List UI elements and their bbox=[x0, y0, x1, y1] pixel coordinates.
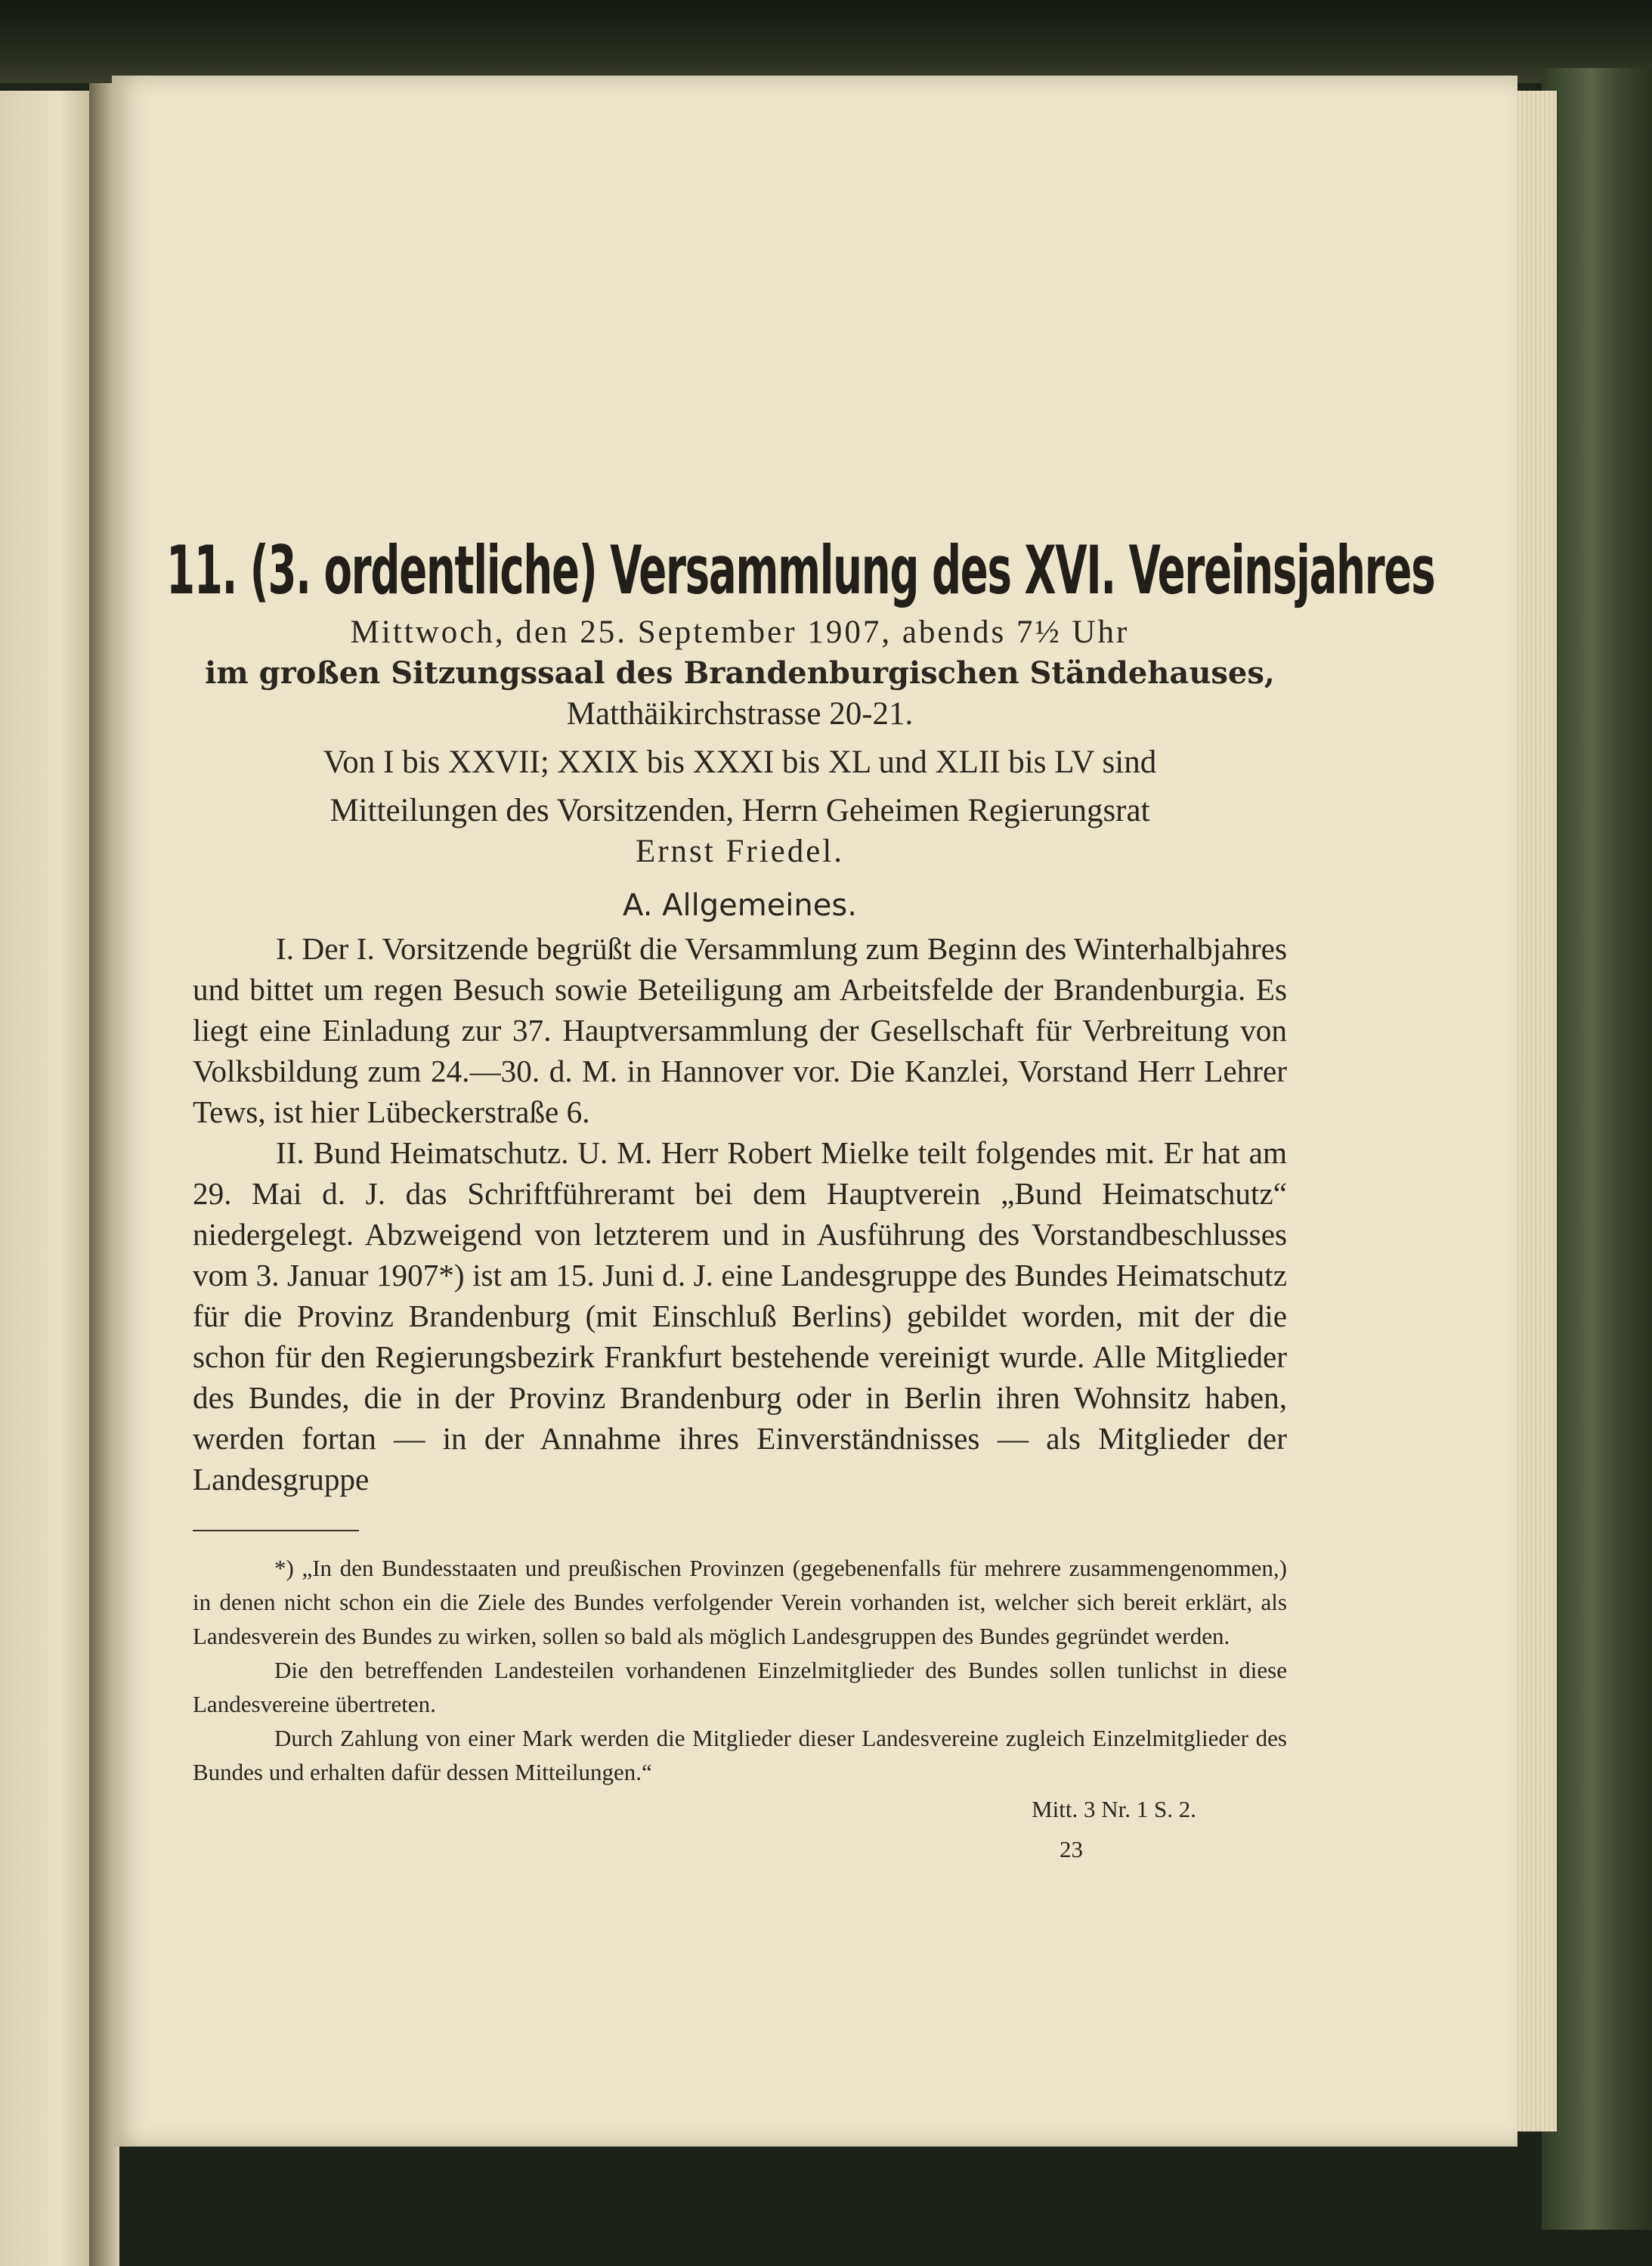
footnote-3: Durch Zahlung von einer Mark werden die Mitglieder dieser Landesvereine zugleich Einzelmitglieder des Bundes und erhalten dafür dessen Mitteilungen.“ bbox=[193, 1725, 1287, 1785]
section-title: A. Allgemeines. bbox=[623, 888, 857, 923]
signature-mark: 23 bbox=[1060, 1836, 1083, 1862]
book-cover-edge bbox=[1542, 68, 1652, 2230]
agenda-line-2: Mitteilungen des Vorsitzenden, Herrn Geheimen Regierungsrat bbox=[329, 793, 1150, 828]
date-line: Mittwoch, den 25. September 1907, abends 7½ Uhr bbox=[350, 614, 1130, 650]
agenda-line-1: Von I bis XXVII; XXIX bis XXXI bis XL und XLII bis LV sind bbox=[323, 744, 1157, 780]
page-content bbox=[166, 529, 1435, 1866]
meeting-headline: 11. (3. ordentliche) Versammlung des XVI. Vereinsjahres bbox=[166, 531, 1435, 609]
footnote-1: *) „In den Bundesstaaten und preußischen Provinzen (gegebenenfalls für mehrere zusammengenommen,) in denen nicht schon ein die Ziele des Bundes verfolgender Verein vorhanden ist, welcher sich bereit erklärt, als Landesverein des Bundes zu wirken, sollen so bald als möglich Landesgruppen des Bundes gegründet werden. bbox=[193, 1555, 1287, 1649]
footnote-2: Die den betreffenden Landesteilen vorhandenen Einzelmitglieder des Bundes sollen tunlichst in diese Landesvereine übertreten. bbox=[193, 1657, 1287, 1717]
paragraph-1: I. Der I. Vorsitzende begrüßt die Versammlung zum Beginn des Winterhalbjahres und bittet um regen Besuch sowie Beteiligung am Arbeitsfelde der Brandenburgia. Es liegt eine Einladung zur 37. Hauptversammlung der Gesellschaft für Verbreitung von Volksbildung zum 24.—30. d. M. in Hannover vor. Die Kanzlei, Vorstand Herr Lehrer Tews, ist hier Lübeckerstraße 6. bbox=[193, 931, 1287, 1129]
left-facing-page bbox=[0, 91, 98, 2266]
address-line: Matthäikirchstrasse 20-21. bbox=[566, 696, 914, 732]
paragraph-2: II. Bund Heimatschutz. U. M. Herr Robert Mielke teilt folgendes mit. Er hat am 29. Mai d. J. das Schriftführeramt bei dem Hauptverein „Bund Heimatschutz“ niedergelegt. Abzweigend von letzterem und in Ausführung des Vorstandbeschlusses vom 3. Januar 1907*) ist am 15. Juni d. J. eine Landesgruppe des Bundes Heimatschutz für die Provinz Brandenburg (mit Einschluß Berlins) gebildet worden, mit der die schon für den Regierungsbezirk Frankfurt bestehende vereinigt wurde. Alle Mitglieder des Bundes, die in der Provinz Brandenburg oder in Berlin ihren Wohnsitz haben, werden fortan — in der Annahme ihres Einverständnisses — als Mitglieder der Landesgruppe bbox=[193, 1135, 1287, 1497]
scanner-background bbox=[0, 0, 1652, 83]
agenda-line-3: Ernst Friedel. bbox=[635, 834, 845, 869]
footnote-source: Mitt. 3 Nr. 1 S. 2. bbox=[1032, 1796, 1196, 1822]
footnote-divider bbox=[193, 1530, 359, 1531]
venue-line: im großen Sitzungssaal des Brandenburgischen Ständehauses, bbox=[205, 655, 1275, 691]
